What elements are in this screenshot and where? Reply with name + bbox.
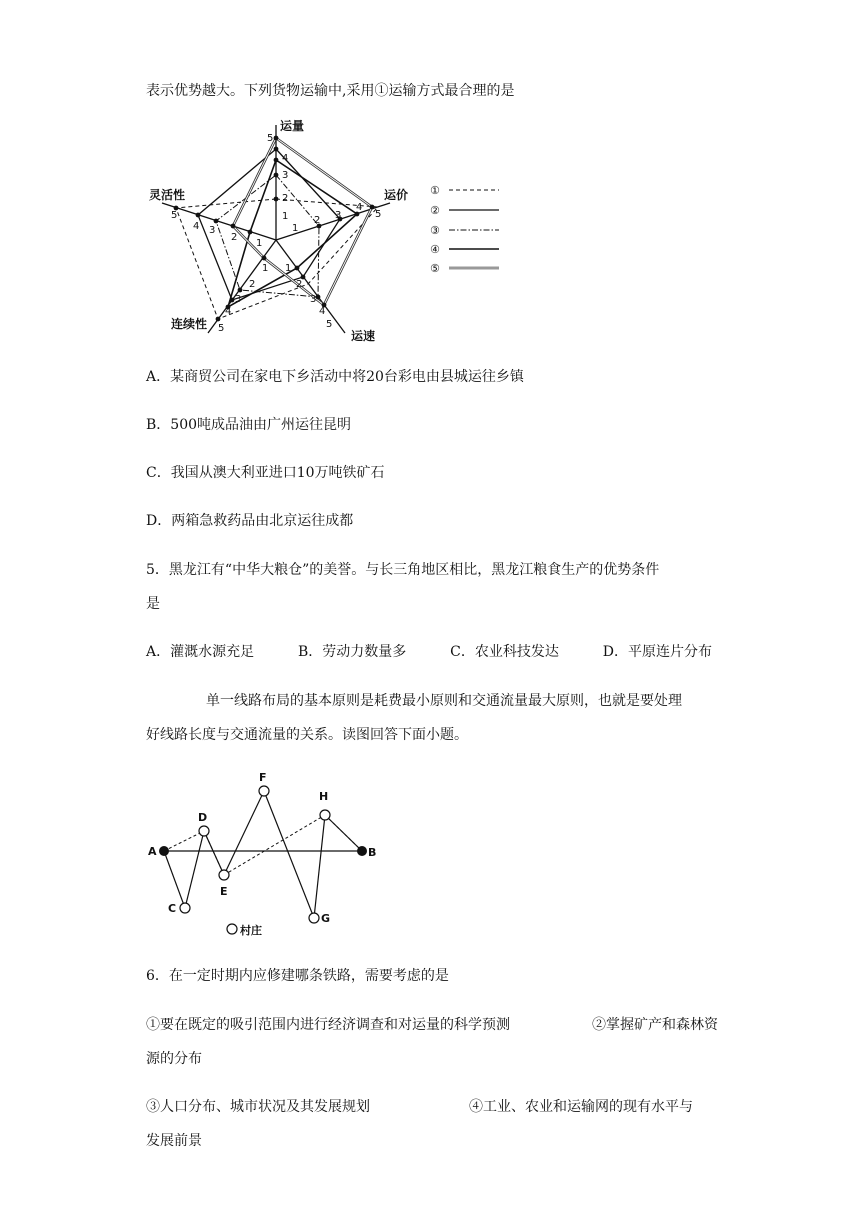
svg-text:2: 2	[249, 279, 256, 290]
q6-item-2-cont: 源的分布	[146, 1051, 202, 1067]
question-6-stem: 6．在一定时期内应修建哪条铁路，需要考虑的是	[146, 968, 449, 984]
node-label-e: E	[220, 885, 228, 898]
svg-text:3: 3	[335, 210, 342, 221]
svg-text:1: 1	[262, 263, 269, 274]
q6-item-3: ③人口分布、城市状况及其发展规划	[146, 1099, 370, 1115]
node-label-g: G	[321, 912, 331, 925]
route-diagram	[140, 760, 390, 945]
q6-item-1: ①要在既定的吸引范围内进行经济调查和对运量的科学预测	[146, 1017, 510, 1033]
svg-text:3: 3	[282, 170, 289, 181]
node-label-d: D	[198, 811, 208, 824]
svg-text:1: 1	[256, 238, 263, 249]
node-label-f: F	[259, 771, 267, 784]
node-label-c: C	[168, 902, 177, 915]
svg-text:4: 4	[319, 306, 326, 317]
q5-options	[146, 641, 712, 661]
svg-text:2: 2	[282, 193, 289, 204]
svg-text:4: 4	[282, 153, 289, 164]
passage-line-2: 好线路长度与交通流量的关系。读图回答下面小题。	[146, 727, 468, 743]
svg-text:3: 3	[209, 225, 216, 236]
q5-option-d: D．平原连片分布	[602, 644, 712, 660]
transport-radar-chart	[149, 115, 520, 345]
axis-label-price: 运价	[384, 188, 409, 202]
svg-text:1: 1	[292, 223, 299, 234]
svg-text:5: 5	[171, 210, 178, 221]
q4-option-d: D．两箱急救药品由北京运往成都	[146, 513, 354, 529]
axis-label-continuity: 连续性	[171, 317, 208, 331]
legend-1: ①	[430, 184, 440, 197]
q6-row-1	[146, 1014, 718, 1034]
axis-label-volume: 运量	[280, 119, 305, 133]
q4-option-c: C．我国从澳大利亚进口10万吨铁矿石	[146, 465, 385, 481]
q6-item-4: ④工业、农业和运输网的现有水平与	[469, 1099, 693, 1115]
q5-option-c: C．农业科技发达	[450, 644, 559, 660]
svg-text:2: 2	[231, 232, 238, 243]
legend-5: ⑤	[430, 262, 440, 275]
svg-text:5: 5	[218, 323, 225, 334]
passage-line-1: 单一线路布局的基本原则是耗费最小原则和交通流量最大原则，也就是要处理	[206, 693, 682, 709]
node-label-a: A	[148, 845, 157, 858]
svg-text:5: 5	[326, 319, 333, 330]
legend-3: ③	[430, 224, 440, 237]
legend-4: ④	[430, 243, 440, 256]
q4-option-a: A．某商贸公司在家电下乡活动中将20台彩电由县城运往乡镇	[146, 369, 524, 385]
question-5-stem: 5．黑龙江有“中华大粮仓”的美誉。与长三角地区相比，黑龙江粮食生产的优势条件	[146, 562, 660, 578]
svg-text:3: 3	[310, 294, 317, 305]
svg-text:4: 4	[225, 306, 232, 317]
svg-text:1: 1	[285, 263, 292, 274]
q6-item-2: ②掌握矿产和森林资	[592, 1017, 718, 1033]
axis-label-flexibility: 灵活性	[149, 188, 186, 202]
q4-option-b: B．500吨成品油由广州运往昆明	[146, 417, 352, 433]
q5-option-a: A．灌溉水源充足	[146, 644, 255, 660]
village-legend-label: 村庄	[240, 924, 262, 937]
node-label-b: B	[368, 846, 377, 859]
svg-text:5: 5	[267, 133, 274, 144]
svg-text:4: 4	[356, 202, 363, 213]
question-5-stem-cont: 是	[146, 596, 160, 612]
svg-text:2: 2	[296, 279, 303, 290]
axis-label-speed: 运速	[351, 329, 376, 343]
question-4-stem: 表示优势越大。下列货物运输中,采用①运输方式最合理的是	[146, 83, 515, 99]
svg-text:5: 5	[375, 209, 382, 220]
q6-item-4-cont: 发展前景	[146, 1133, 202, 1149]
q5-option-b: B．劳动力数量多	[298, 644, 407, 660]
svg-text:4: 4	[193, 221, 200, 232]
node-label-h: H	[319, 790, 329, 803]
svg-text:3: 3	[235, 294, 242, 305]
legend-2: ②	[430, 204, 440, 217]
svg-text:1: 1	[282, 211, 289, 222]
svg-text:2: 2	[314, 215, 321, 226]
